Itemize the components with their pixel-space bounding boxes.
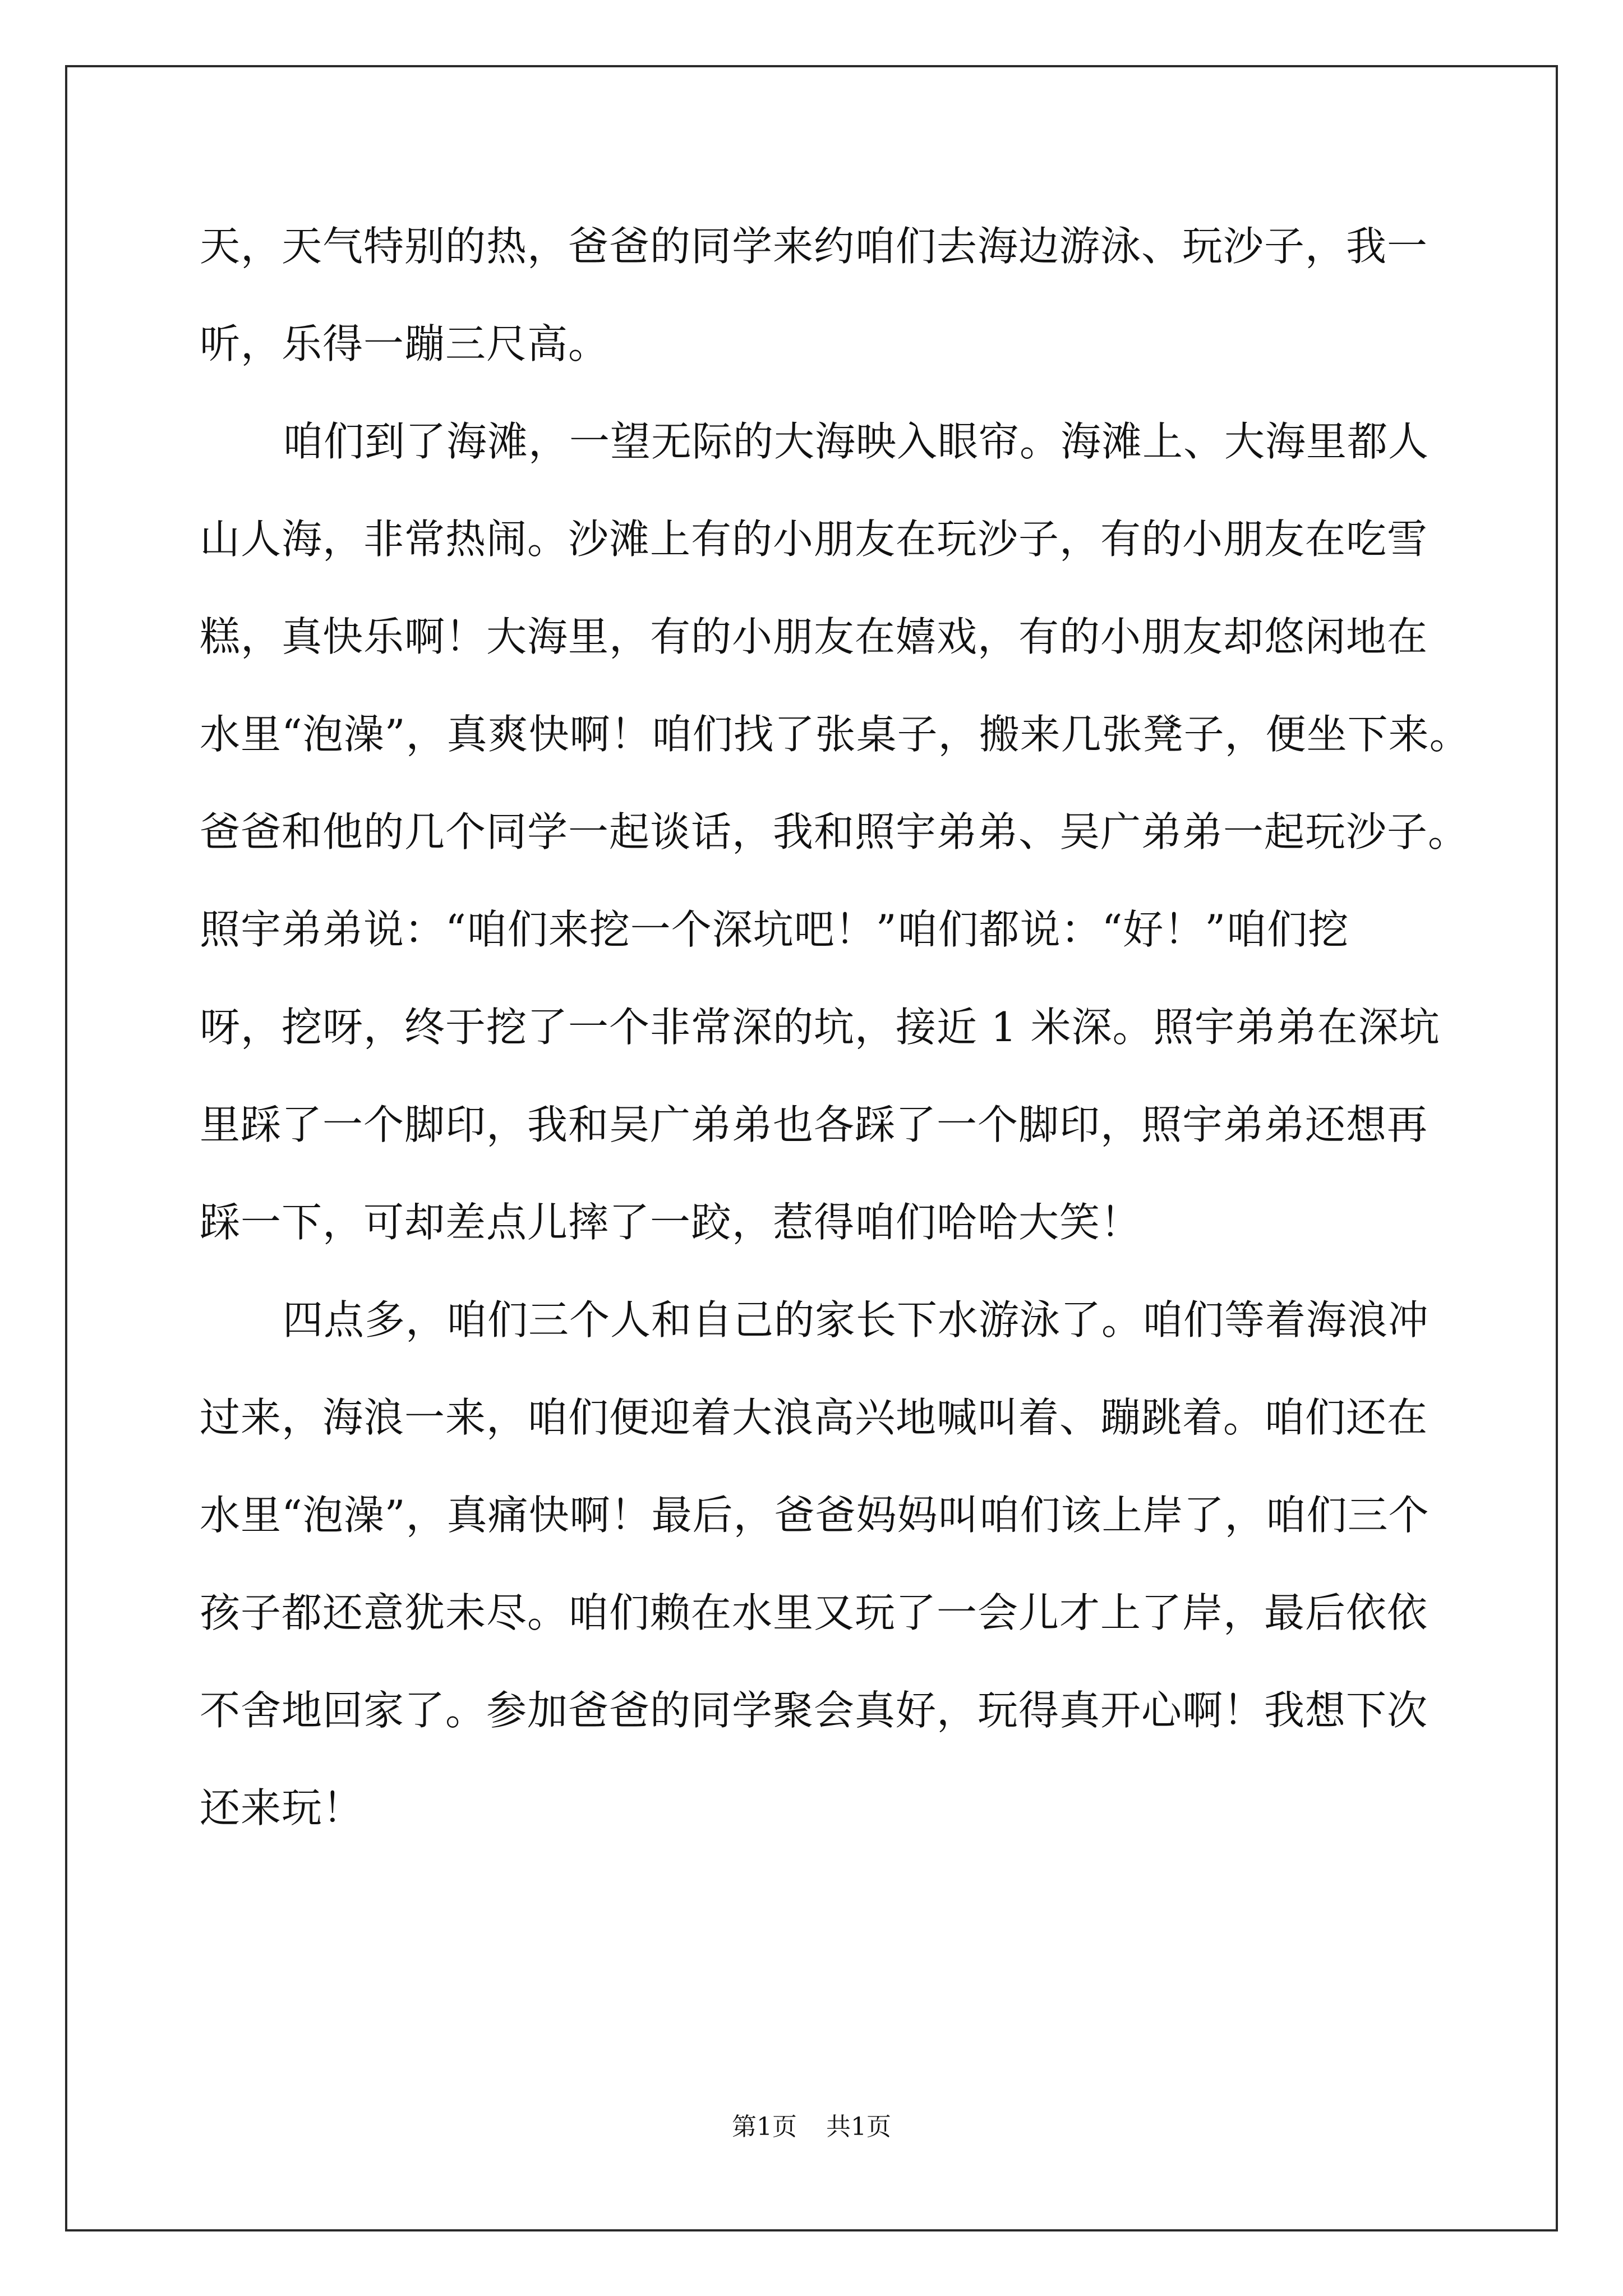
paragraph-line: 山人海，非常热闹。沙滩上有的小朋友在玩沙子，有的小朋友在吃雪 — [200, 516, 1428, 563]
paragraph-line: 不舍地回家了。参加爸爸的同学聚会真好，玩得真开心啊！我想下次 — [200, 1687, 1428, 1734]
paragraph-line: 呀，挖呀，终于挖了一个非常深的坑，接近 1 米深。照宇弟弟在深坑 — [200, 1004, 1440, 1051]
page-footer — [0, 2106, 1623, 2142]
paragraph-3 — [200, 1271, 1433, 1857]
paragraph-line: 糕，真快乐啊！大海里，有的小朋友在嬉戏，有的小朋友却悠闲地在 — [200, 613, 1428, 660]
paragraph-line: 四点多，咱们三个人和自己的家长下水游泳了。咱们等着海浪冲 — [283, 1296, 1430, 1343]
paragraph-line: 天，天气特别的热，爸爸的同学来约咱们去海边游泳、玩沙子，我一 — [200, 223, 1428, 270]
paragraph-2 — [200, 393, 1470, 1271]
paragraph-line: 水里“泡澡”，真痛快啊！最后，爸爸妈妈叫咱们该上岸了，咱们三个 — [200, 1492, 1430, 1539]
page-total: 共1页 — [826, 2113, 891, 2141]
paragraph-line: 里踩了一个脚印，我和吴广弟弟也各踩了一个脚印，照宇弟弟还想再 — [200, 1101, 1428, 1148]
paragraph-line: 还来玩！ — [200, 1784, 364, 1832]
paragraph-1 — [200, 197, 1433, 393]
paragraph-line: 听，乐得一蹦三尺高。 — [200, 320, 610, 367]
paragraph-line: 照宇弟弟说：“咱们来挖一个深坑吧！”咱们都说：“好！”咱们挖 — [200, 906, 1349, 953]
paragraph-line: 过来，海浪一来，咱们便迎着大浪高兴地喊叫着、蹦跳着。咱们还在 — [200, 1394, 1428, 1441]
paragraph-line: 咱们到了海滩，一望无际的大海映入眼帘。海滩上、大海里都人 — [283, 418, 1430, 465]
page-number: 第1页 — [732, 2113, 797, 2141]
paragraph-line: 水里“泡澡”，真爽快啊！咱们找了张桌子，搬来几张凳子，便坐下来。 — [200, 711, 1470, 758]
paragraph-line: 孩子都还意犹未尽。咱们赖在水里又玩了一会儿才上了岸，最后依依 — [200, 1589, 1428, 1636]
paragraph-line: 爸爸和他的几个同学一起谈话，我和照宇弟弟、吴广弟弟一起玩沙子。 — [200, 808, 1469, 855]
paragraph-line: 踩一下，可却差点儿摔了一跤，惹得咱们哈哈大笑！ — [200, 1199, 1142, 1246]
document-body — [200, 197, 1470, 1857]
